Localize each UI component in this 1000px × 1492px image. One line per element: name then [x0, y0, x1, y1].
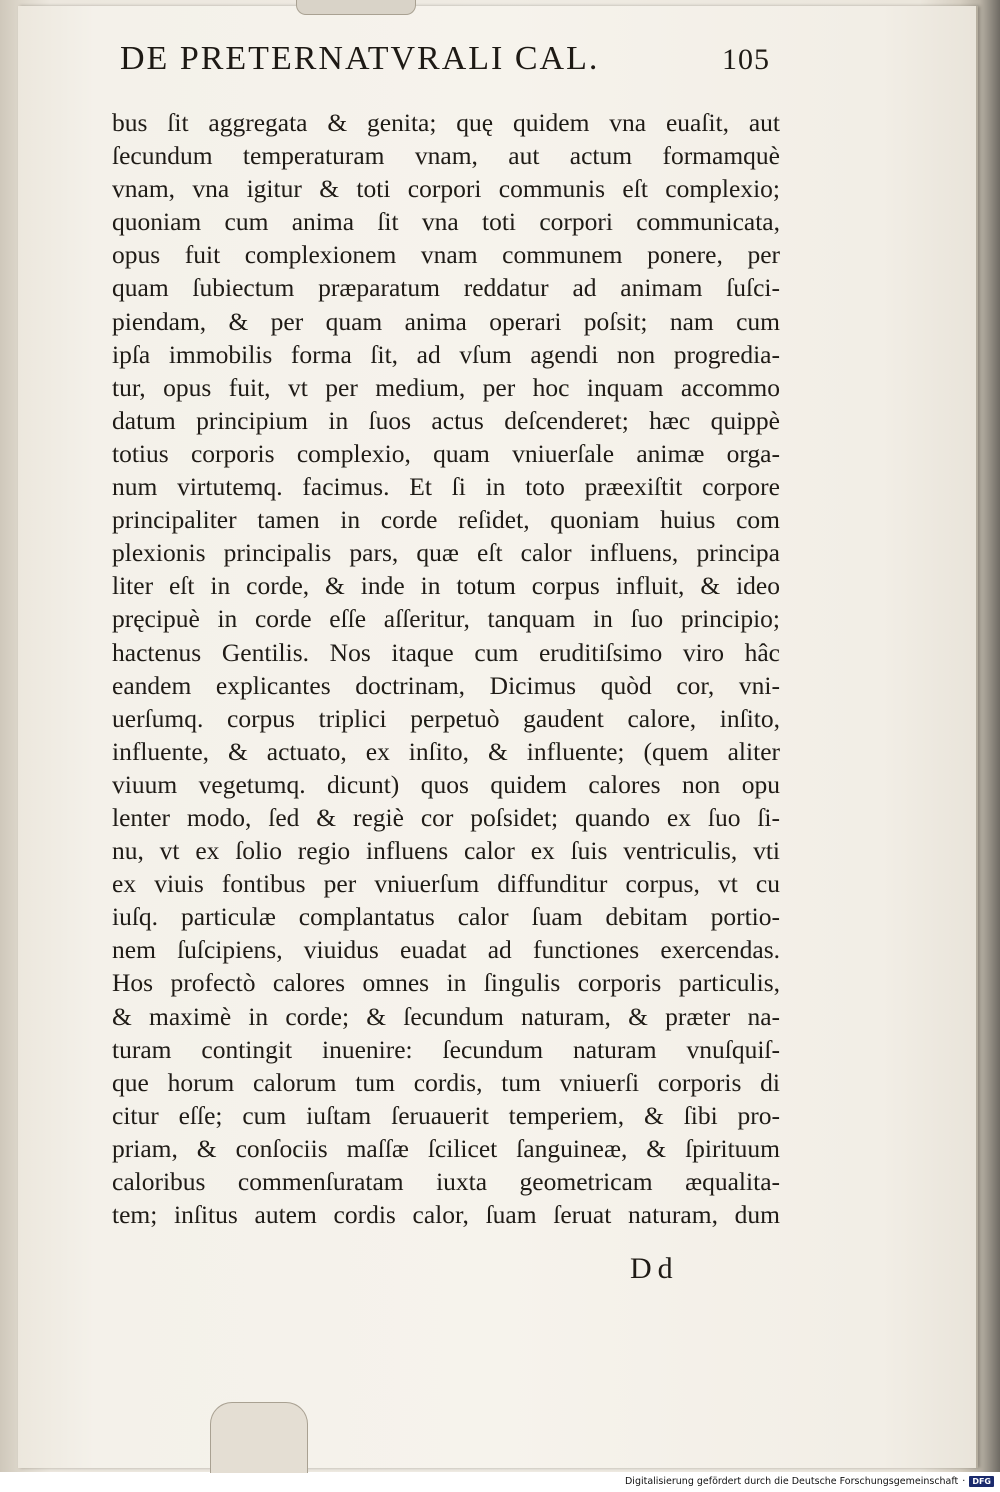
running-head [120, 40, 770, 78]
text-line: piendam, & per quam anima operari poſsit; nam cum [112, 306, 780, 336]
text-line: que horum calorum tum cordis, tum vniuerſi corporis di [112, 1067, 780, 1097]
text-line: quam ſubiectum præparatum reddatur ad animam ſuſci- [112, 273, 780, 303]
text-line: influente, & actuato, ex inſito, & influente; (quem aliter [112, 736, 780, 766]
text-line: ex viuis fontibus per vniuerſum diffunditur corpus, vt cu [112, 869, 780, 899]
text-line: uerſumq. corpus triplici perpetuò gaudent calore, inſito, [112, 703, 780, 733]
text-line: viuum vegetumq. dicunt) quos quidem calores non opu [112, 769, 780, 799]
dfg-logo: DFG [969, 1476, 994, 1487]
text-line: vnam, vna igitur & toti corpori communis eſt complexio; [112, 174, 780, 204]
page-clip-bottom [210, 1402, 308, 1473]
page-number: 105 [722, 43, 770, 76]
signature-mark: Dd [630, 1252, 679, 1285]
text-line: hactenus Gentilis. Nos itaque cum eruditiſsimo viro hâc [112, 637, 780, 667]
text-line: lenter modo, ſed & regiè cor poſsidet; quando ex ſuo ſi- [112, 802, 780, 832]
text-line: principaliter tamen in corde reſidet, quoniam huius com [112, 505, 780, 535]
text-line: priam, & conſociis maſſæ ſcilicet ſanguineæ, & ſpirituum [112, 1133, 780, 1163]
text-line: & maximè in corde; & ſecundum naturam, & præter na- [112, 1001, 780, 1031]
text-line: iuſq. particulæ complantatus calor ſuam debitam portio- [112, 902, 780, 932]
text-line: turam contingit inuenire: ſecundum naturam vnuſquiſ- [112, 1034, 780, 1064]
text-line: plexionis principalis pars, quæ eſt calor influens, principa [112, 538, 780, 568]
digitization-credit [625, 1476, 994, 1487]
text-line: opus fuit complexionem vnam communem ponere, per [112, 240, 780, 270]
text-line: nu, vt ex ſolio regio influens calor ex ſuis ventriculis, vti [112, 836, 780, 866]
text-line: num virtutemq. facimus. Et ſi in toto præexiſtit corpore [112, 472, 780, 502]
credit-separator: · [962, 1476, 966, 1487]
credit-text: Digitalisierung gefördert durch die Deutsche Forschungsgemeinschaft [624, 1476, 959, 1487]
text-line: ipſa immobilis forma ſit, ad vſum agendi non progredia- [112, 339, 780, 369]
running-title: DE PRETERNATVRALI CAL. [120, 40, 600, 77]
text-line: liter eſt in corde, & inde in totum corpus influit, & ideo [112, 571, 780, 601]
page-clip-top [296, 0, 416, 15]
body-text [112, 106, 780, 1231]
text-line: citur eſſe; cum iuſtam ſeruauerit temperiem, & ſibi pro- [112, 1100, 780, 1130]
text-line: datum principium in ſuos actus deſcenderet; hæc quippè [112, 405, 780, 435]
text-line: nem ſuſcipiens, viuidus euadat ad functiones exercendas. [112, 935, 780, 965]
text-line: Hos profectò calores omnes in ſingulis corporis particulis, [112, 968, 780, 998]
text-line: eandem explicantes doctrinam, Dicimus quòd cor, vni- [112, 670, 780, 700]
text-line: tem; inſitus autem cordis calor, ſuam ſeruat naturam, dum [112, 1200, 780, 1230]
text-line: totius corporis complexio, quam vniuerſale animæ orga- [112, 438, 780, 468]
text-line: tur, opus fuit, vt per medium, per hoc inquam accommo [112, 372, 780, 402]
text-line: caloribus commenſuratam iuxta geometricam æqualita- [112, 1167, 780, 1196]
text-line: bus ſit aggregata & genita; quę quidem vna euaſit, aut [112, 108, 780, 137]
text-line: quoniam cum anima ſit vna toti corpori communicata, [112, 207, 780, 237]
text-line: ſecundum temperaturam vnam, aut actum formamquè [112, 141, 780, 171]
text-line: pręcipuè in corde eſſe aſſeritur, tanquam in ſuo principio; [112, 604, 780, 634]
